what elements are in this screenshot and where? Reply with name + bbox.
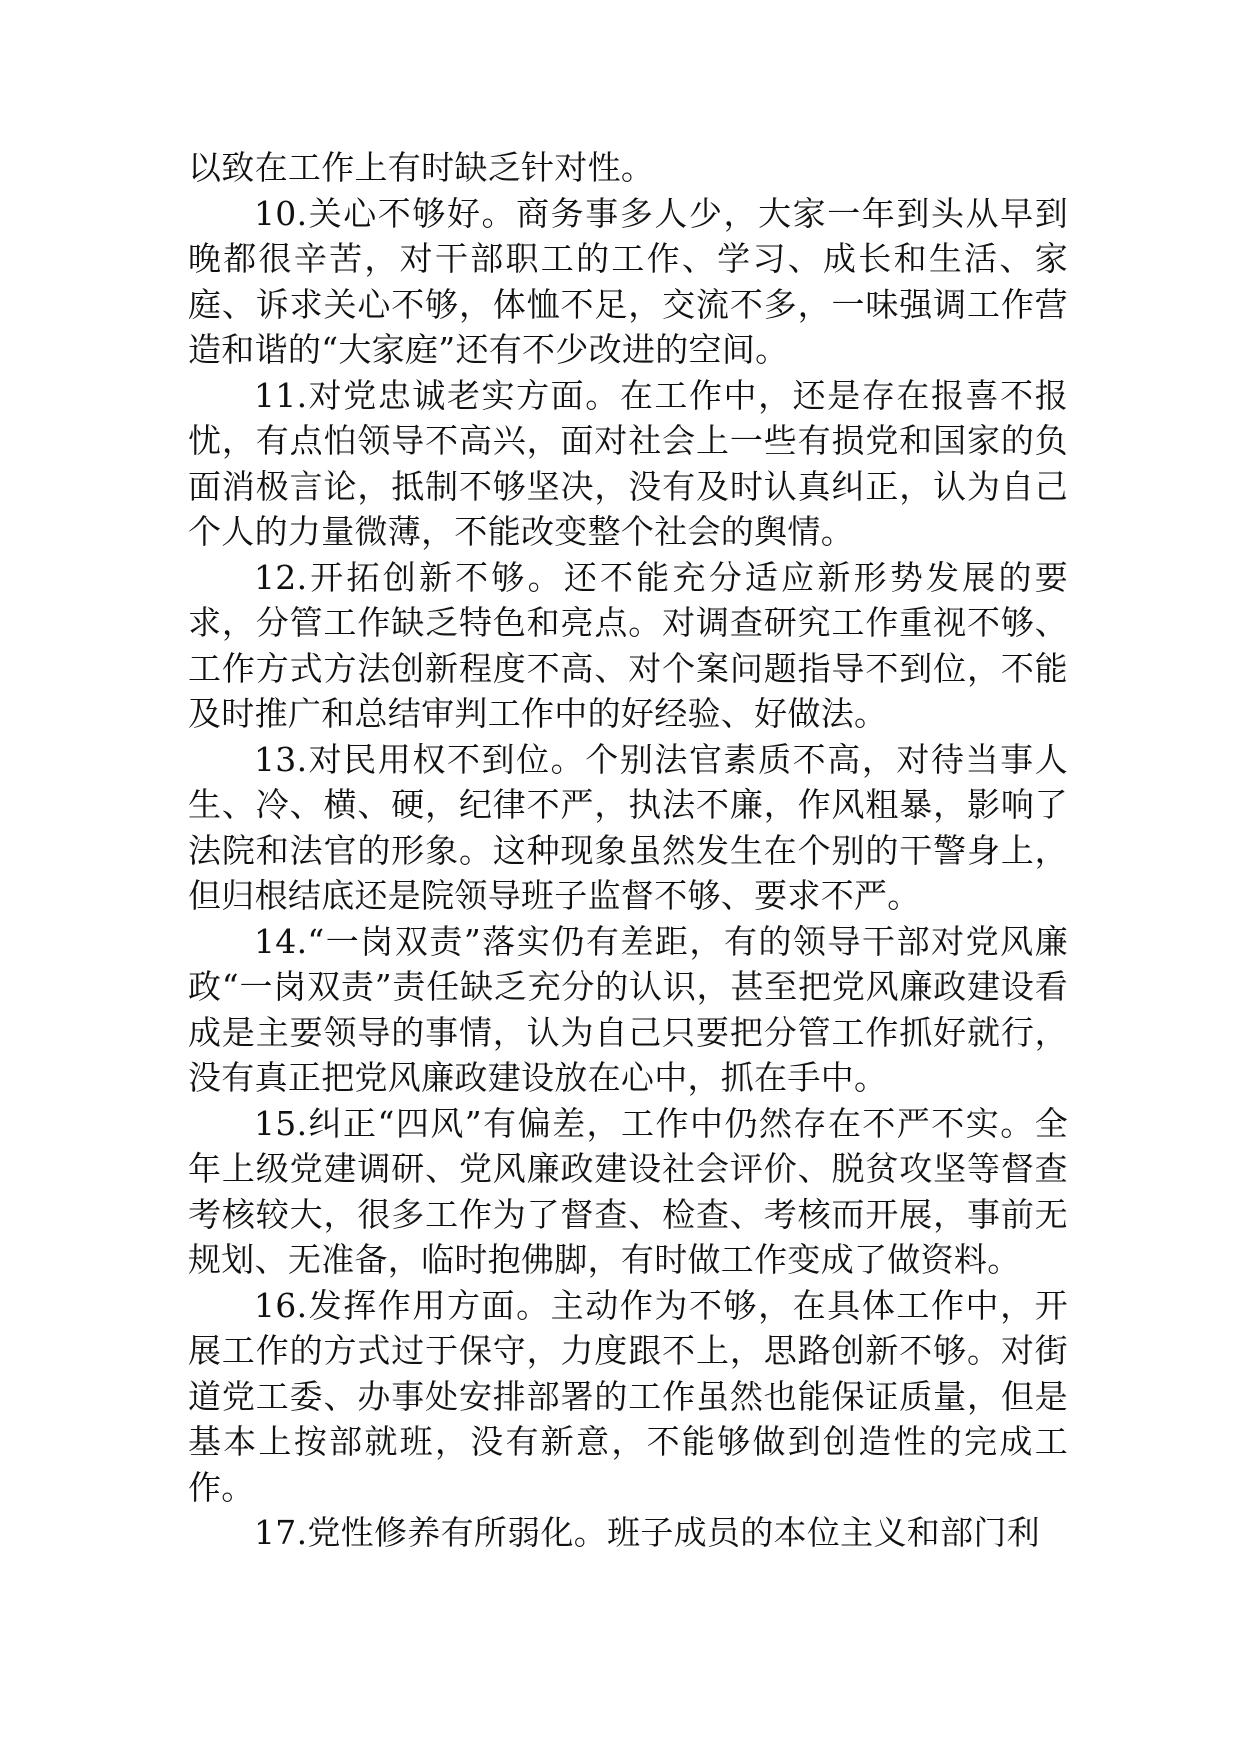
paragraph-item-15: 15.纠正“四风”有偏差，工作中仍然存在不严不实。全年上级党建调研、党风廉政建设社会评价、脱贫攻坚等督查考核较大，很多工作为了督查、检查、考核而开展，事前无规划、无准备，临时抱佛脚，有时做工作变成了做资料。 [188, 1103, 1068, 1279]
document-page [188, 145, 1068, 1556]
paragraph-item-14: 14.“一岗双责”落实仍有差距，有的领导干部对党风廉政“一岗双责”责任缺乏充分的认识，甚至把党风廉政建设看成是主要领导的事情，认为自己只要把分管工作抓好就行，没有真正把党风廉政建设放在心中，抓在手中。 [188, 921, 1068, 1097]
paragraph-item-12: 12.开拓创新不够。还不能充分适应新形势发展的要求，分管工作缺乏特色和亮点。对调查研究工作重视不够、工作方式方法创新程度不高、对个案问题指导不到位，不能及时推广和总结审判工作中的好经验、好做法。 [188, 557, 1068, 733]
paragraph-item-16: 16.发挥作用方面。主动作为不够，在具体工作中，开展工作的方式过于保守，力度跟不上，思路创新不够。对街道党工委、办事处安排部署的工作虽然也能保证质量，但是基本上按部就班，没有新意，不能够做到创造性的完成工作。 [188, 1285, 1068, 1507]
paragraph-item-17: 17.党性修养有所弱化。班子成员的本位主义和部门利 [254, 1513, 1040, 1552]
paragraph-item-13: 13.对民用权不到位。个别法官素质不高，对待当事人生、冷、横、硬，纪律不严，执法不廉，作风粗暴，影响了法院和法官的形象。这种现象虽然发生在个别的干警身上，但归根结底还是院领导班子监督不够、要求不严。 [188, 739, 1068, 915]
paragraph-item-10: 10.关心不够好。商务事多人少，大家一年到头从早到晚都很辛苦，对干部职工的工作、学习、成长和生活、家庭、诉求关心不够，体恤不足，交流不多，一味强调工作营造和谐的“大家庭”还有不少改进的空间。 [188, 193, 1068, 369]
paragraph-continuation: 以致在工作上有时缺乏针对性。 [188, 148, 655, 187]
paragraph-item-11: 11.对党忠诚老实方面。在工作中，还是存在报喜不报忧，有点怕领导不高兴，面对社会上一些有损党和国家的负面消极言论，抵制不够坚决，没有及时认真纠正，认为自己个人的力量微薄，不能改变整个社会的舆情。 [188, 375, 1068, 551]
